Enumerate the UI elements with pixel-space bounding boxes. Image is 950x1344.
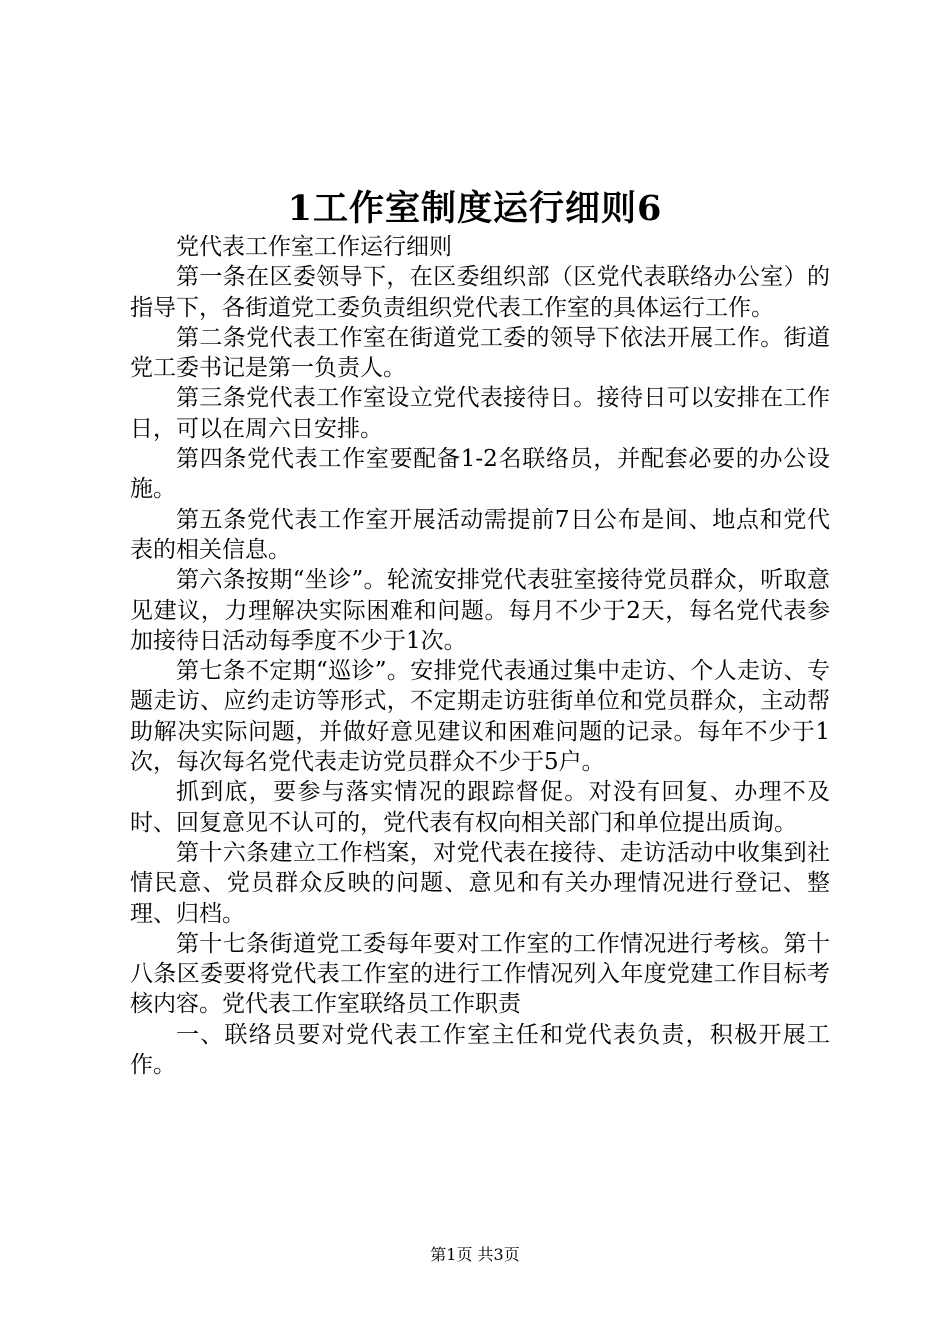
document-title: 1工作室制度运行细则6 [287, 188, 663, 229]
page-number-footer: 第1页 共3页 [430, 1245, 520, 1264]
paragraph: 第三条党代表工作室设立党代表接待日。接待日可以安排在工作日，可以在周六日安排。 [130, 385, 830, 442]
paragraph: 第十六条建立工作档案，对党代表在接待、走访活动中收集到社情民意、党员群众反映的问题、意见和有关办理情况进行登记、整理、归档。 [130, 839, 830, 927]
paragraph: 第十七条街道党工委每年要对工作室的工作情况进行考核。第十八条区委要将党代表工作室的进行工作情况列入年度党建工作目标考核内容。党代表工作室联络员工作职责 [130, 930, 830, 1018]
document-body [130, 232, 830, 1080]
paragraph: 一、联络员要对党代表工作室主任和党代表负责，积极开展工作。 [130, 1021, 830, 1079]
paragraph: 抓到底，要参与落实情况的跟踪督促。对没有回复、办理不及时、回复意见不认可的，党代表有权向相关部门和单位提出质询。 [130, 779, 830, 836]
paragraph: 第二条党代表工作室在街道党工委的领导下依法开展工作。街道党工委书记是第一负责人。 [130, 324, 830, 382]
paragraph: 第六条按期“坐诊”。轮流安排党代表驻室接待党员群众，听取意见建议，力理解决实际困难和问题。每月不少于2天，每名党代表参加接待日活动每季度不少于1次。 [130, 567, 830, 654]
paragraph: 第一条在区委领导下，在区委组织部（区党代表联络办公室）的指导下，各街道党工委负责组织党代表工作室的具体运行工作。 [130, 264, 830, 321]
paragraph-heading: 党代表工作室工作运行细则 [176, 234, 452, 260]
paragraph: 第五条党代表工作室开展活动需提前7日公布是间、地点和党代表的相关信息。 [130, 506, 830, 563]
paragraph: 第七条不定期“巡诊”。安排党代表通过集中走访、个人走访、专题走访、应约走访等形式，不定期走访驻街单位和党员群众，主动帮助解决实际问题，并做好意见建议和困难问题的记录。每年不少于1次，每次每名党代表走访党员群众不少于5户。 [130, 658, 830, 776]
paragraph: 第四条党代表工作室要配备1-2名联络员，并配套必要的办公设施。 [130, 446, 830, 503]
